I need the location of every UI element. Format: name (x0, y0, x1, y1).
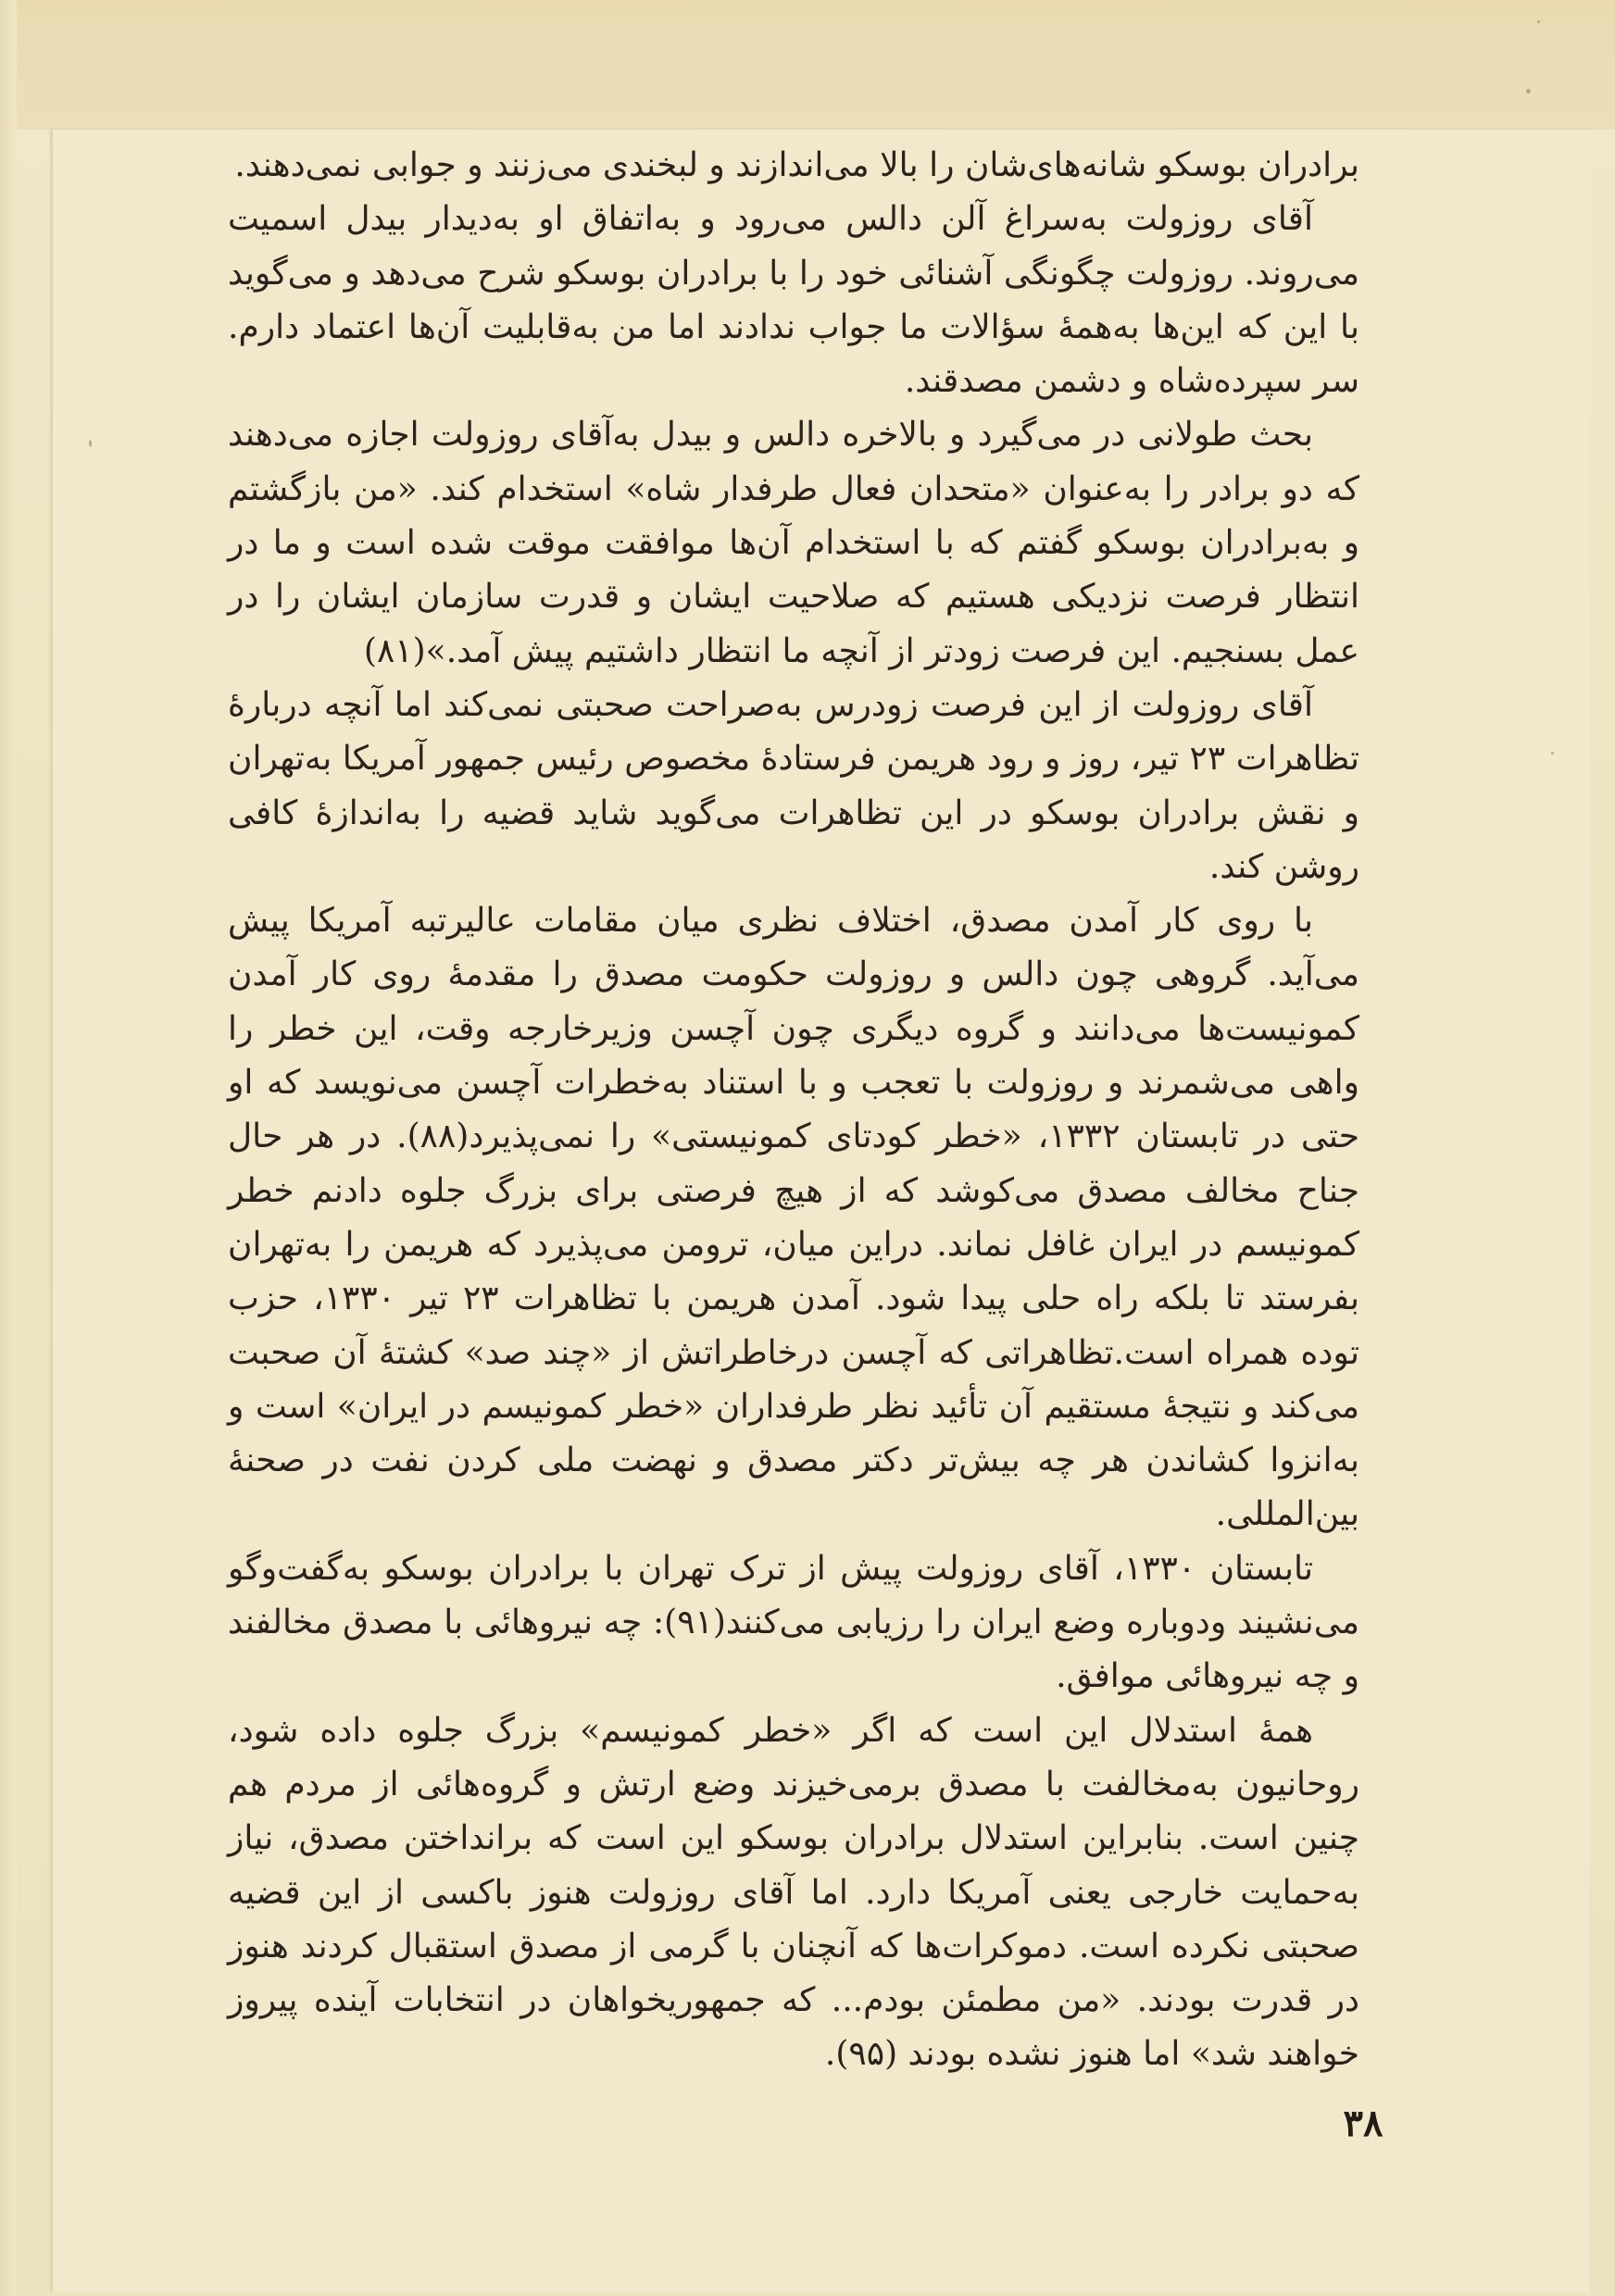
page-edge (0, 0, 17, 2296)
paragraph: با روی کار آمدن مصدق، اختلاف نظری میان مقامات عالیرتبه آمریکا پیش می‌آید. گروهی چون دالس و روزولت حکومت مصدق را مقدمهٔ روی کار آمدن کمونیست‌ها می‌دانند و گروه دیگری چون آچسن وزیرخارجه وقت، این خطر را واهی می‌شمرند و روزولت با تعجب و با استناد به‌خطرات آچسن می‌نویسد که او حتی در تابستان ۱۳۳۲، «خطر کودتای کمونیستی» را نمی‌پذیرد(۸۸). در هر حال جناح مخالف مصدق می‌کوشد که از هیچ فرصتی برای بزرگ جلوه دادنم خطر کمونیسم در ایران غافل نماند. دراین میان، ترومن می‌پذیرد که هریمن را به‌تهران بفرستد تا بلکه راه حلی پیدا شود. آمدن هریمن با تظاهرات ۲۳ تیر ۱۳۳۰، حزب توده همراه است.تظاهراتی که آچسن درخاطراتش از «چند صد» کشتهٔ آن صحبت می‌کند و نتیجهٔ مستقیم آن تأئید نظر طرفداران «خطر کمونیسم در ایران» است و به‌انزوا کشاندن هر چه بیش‌تر دکتر مصدق و نهضت ملی کردن نفت در صحنهٔ بین‌المللی. (228, 902, 1360, 1534)
paragraph: برادران بوسکو شانه‌های‌شان را بالا می‌اندازند و لبخندی می‌زنند و جوابی نمی‌دهند. (234, 146, 1359, 184)
scan-speck (1526, 89, 1531, 94)
paragraph: بحث طولانی در می‌گیرد و بالاخره دالس و بیدل به‌آقای روزولت اجازه می‌دهند که دو برادر را به‌عنوان «متحدان فعال طرفدار شاه» استخدام کند. «من بازگشتم و به‌برادران بوسکو گفتم که با استخدام آن‌ها موافقت موقت شده است و ما در انتظار فرصت نزدیکی هستیم که صلاحیت ایشان و قدرت سازمان ایشان را در عمل بسنجیم. این فرصت زودتر از آنچه ما انتظار داشتیم پیش آمد.»(۸۱) (228, 416, 1359, 670)
scan-speck (1551, 752, 1554, 755)
body-text (228, 139, 1359, 2082)
paragraph: آقای روزولت به‌سراغ آلن دالس می‌رود و به‌اتفاق او به‌دیدار بیدل اسمیت می‌روند. روزولت چگونگی آشنائی خود را با برادران بوسکو شرح می‌دهد و می‌گوید با این که این‌ها به‌همهٔ سؤالات ما جواب ندادند اما من به‌قابلیت آن‌ها اعتماد دارم. سر سپرده‌شاه و دشمن مصدقند. (228, 200, 1359, 401)
scan-speck (1537, 20, 1540, 23)
scan-speck (89, 440, 92, 447)
paragraph: همهٔ استدلال این است که اگر «خطر کمونیسم» بزرگ جلوه داده شود، روحانیون به‌مخالفت با مصدق برمی‌خیزند وضع ارتش و گروه‌هائی از مردم هم چنین است. بنابراین استدلال برادران بوسکو این است که برانداختن مصدق، نیاز به‌حمایت خارجی یعنی آمریکا دارد. اما آقای روزولت هنوز باکسی از این قضیه صحبتی نکرده است. دموکرات‌ها که آنچنان با گرمی از مصدق استقبال کردند هنوز در قدرت بودند. «من مطمئن بودم... که جمهوریخواهان در انتخابات آینده پیروز خواهند شد» اما هنوز نشده بودند (۹۵). (228, 1711, 1359, 2074)
paragraph: تابستان ۱۳۳۰، آقای روزولت پیش از ترک تهران با برادران بوسکو به‌گفت‌وگو می‌نشیند ودوباره وضع ایران را رزیابی می‌کنند(۹۱): چه نیروهائی با مصدق مخالفند و چه نیروهائی موافق. (228, 1549, 1359, 1696)
paragraph: آقای روزولت از این فرصت زودرس به‌صراحت صحبتی نمی‌کند اما آنچه دربارهٔ تظاهرات ۲۳ تیر، روز و رود هریمن فرستادهٔ مخصوص رئیس جمهور آمریکا به‌تهران و نقش برادران بوسکو در این تظاهرات می‌گوید شاید قضیه را به‌اندازهٔ کافی روشن کند. (228, 685, 1359, 886)
scan-top-band (0, 0, 1615, 130)
page-number: ۳۸ (1343, 2102, 1383, 2145)
